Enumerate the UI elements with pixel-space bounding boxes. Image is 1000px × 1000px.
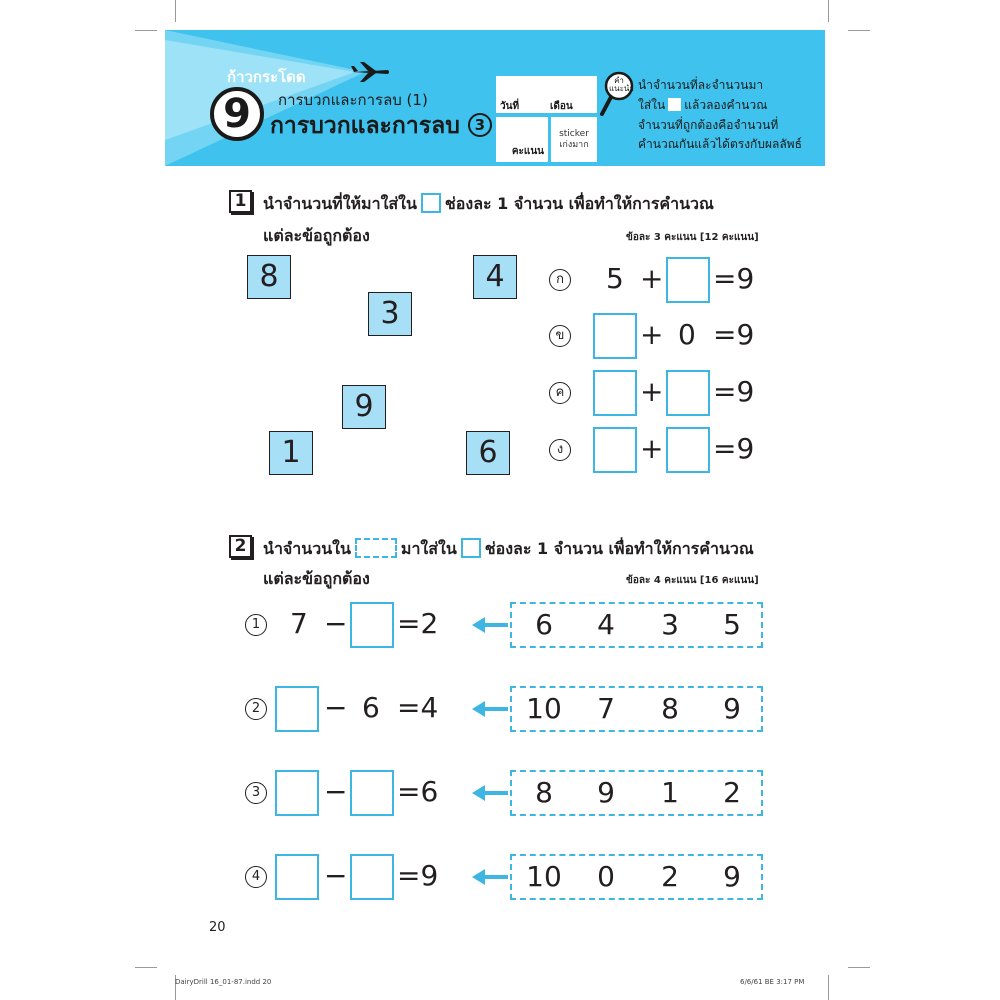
problem-label: 1 [245,614,267,636]
answer-box[interactable] [350,770,394,816]
crop-mark [848,967,870,968]
hint-square-icon [668,98,681,111]
operand: 7 [290,607,308,640]
result: =9 [713,318,755,351]
choice-value[interactable]: 9 [723,860,741,893]
hint-line2a: ใส่ใน [638,98,666,112]
operand: 5 [606,262,624,295]
section1-instruction-b: ช่องละ 1 จำนวน เพื่อทำให้การคำนวณ [444,194,714,213]
answer-box[interactable] [593,313,637,359]
choices-box [510,770,763,816]
lesson-header [165,30,825,166]
crop-mark [848,30,870,31]
series-label: ก้าวกระโดด [227,68,306,86]
minus-sign: − [324,775,348,808]
section1-points: ข้อละ 3 คะแนน [12 คะแนน] [626,232,759,243]
section2-instruction-line2: แต่ละข้อถูกต้อง [263,569,370,588]
choice-box-icon [355,538,397,558]
hint-line3: จำนวนที่ถูกต้องคือจำนวนที่ [638,118,779,132]
answer-box[interactable] [350,854,394,900]
problem-label: ง [549,439,571,461]
score-label: คะแนน [511,146,544,157]
choice-value[interactable]: 9 [597,776,615,809]
result: =9 [397,859,439,892]
choice-value[interactable]: 9 [723,692,741,725]
answer-box[interactable] [275,854,319,900]
date-month-label: เดือน [550,101,573,112]
crop-mark [175,0,176,22]
number-card[interactable]: 6 [466,431,510,475]
hint-line4: คำนวณกันแล้วได้ตรงกับผลลัพธ์ [638,137,802,151]
sticker-line2: เก่งมาก [559,140,589,150]
choice-value[interactable]: 5 [723,608,741,641]
operand: 0 [678,318,696,351]
date-day-label: วันที่ [500,101,520,112]
minus-sign: − [324,691,348,724]
operand: 6 [362,691,380,724]
arrow-left-icon [472,615,508,635]
crop-mark [135,967,157,968]
choice-value[interactable]: 4 [597,608,615,641]
choice-value[interactable]: 8 [661,692,679,725]
problem-label: 3 [245,782,267,804]
section1-instruction-a: นำจำนวนที่ให้มาใส่ใน [263,194,417,213]
slug-file: DairyDrill 16_01-87.indd 20 [175,978,272,986]
choice-value[interactable]: 7 [597,692,615,725]
result: =2 [397,607,439,640]
choice-value[interactable]: 0 [597,860,615,893]
section2-instruction [263,537,754,562]
choices-box [510,686,763,732]
plus-sign: + [640,262,664,295]
plus-sign: + [640,318,664,351]
hint-line2 [638,98,767,113]
section1-number: 1 [229,190,252,213]
choice-value[interactable]: 3 [661,608,679,641]
section2-instruction-c: ช่องละ 1 จำนวน เพื่อทำให้การคำนวณ [484,539,754,558]
choices-box [510,854,763,900]
sticker-box [551,117,597,162]
result: =6 [397,775,439,808]
lesson-part: 3 [468,113,492,137]
choices-box [510,602,763,648]
answer-box[interactable] [666,427,710,473]
crop-mark [828,975,829,1000]
result: =9 [713,375,755,408]
minus-sign: − [324,607,348,640]
answer-box-icon [421,193,441,213]
lesson-subtitle: การบวกและการลบ (1) [278,91,428,109]
lesson-title-text: การบวกและการลบ [270,113,460,139]
hint-word: คำแนะนำ [609,76,634,93]
problem-label: ข [549,325,571,347]
choice-value[interactable]: 1 [661,776,679,809]
answer-box[interactable] [593,370,637,416]
number-card[interactable]: 8 [247,255,291,299]
answer-box[interactable] [275,770,319,816]
number-card[interactable]: 9 [342,385,386,429]
answer-box[interactable] [275,686,319,732]
problem-label: 4 [245,866,267,888]
plus-sign: + [640,432,664,465]
score-field[interactable] [496,117,548,162]
choice-value[interactable]: 10 [526,860,562,893]
problem-label: ก [549,269,571,291]
hint-line1: นำจำนวนที่ละจำนวนมา [638,78,764,92]
section2-instruction-b: มาใส่ใน [400,539,457,558]
slug-date: 6/6/61 BE 3:17 PM [740,978,805,986]
number-card[interactable]: 3 [368,292,412,336]
section2-points: ข้อละ 4 คะแนน [16 คะแนน] [626,575,759,586]
section2-instruction-a: นำจำนวนใน [263,539,351,558]
choice-value[interactable]: 2 [723,776,741,809]
choice-value[interactable]: 8 [535,776,553,809]
choice-value[interactable]: 10 [526,692,562,725]
result: =4 [397,691,439,724]
section2-number: 2 [229,535,252,558]
crop-mark [135,30,157,31]
crop-mark [828,0,829,22]
section1-instruction-line2: แต่ละข้อถูกต้อง [263,226,370,245]
minus-sign: − [324,859,348,892]
page-number: 20 [209,920,226,935]
section1-instruction [263,192,714,217]
plus-sign: + [640,375,664,408]
arrow-left-icon [472,783,508,803]
answer-box-icon [461,538,481,558]
lesson-title [270,108,492,144]
choice-value[interactable]: 2 [661,860,679,893]
choice-value[interactable]: 6 [535,608,553,641]
answer-box[interactable] [666,257,710,303]
airplane-icon [350,60,390,84]
problem-label: 2 [245,698,267,720]
number-card[interactable]: 4 [473,255,517,299]
arrow-left-icon [472,867,508,887]
number-card[interactable]: 1 [269,431,313,475]
answer-box[interactable] [593,427,637,473]
sticker-line1: sticker [559,129,589,139]
lesson-number: 9 [210,87,264,141]
hint-line2b: แล้วลองคำนวณ [684,98,768,112]
problem-label: ค [549,382,571,404]
result: =9 [713,262,755,295]
answer-box[interactable] [666,370,710,416]
result: =9 [713,432,755,465]
answer-box[interactable] [350,602,394,648]
arrow-left-icon [472,699,508,719]
date-field[interactable] [496,76,597,113]
